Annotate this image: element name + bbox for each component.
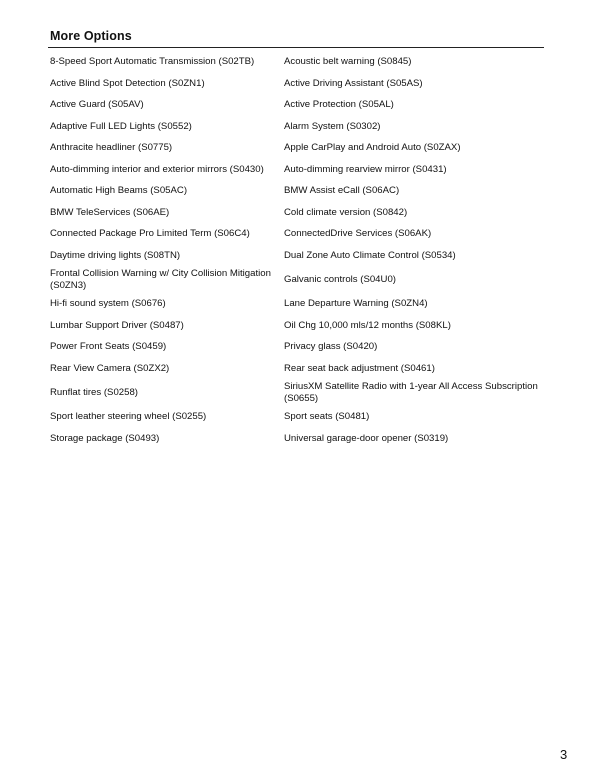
option-item: Active Blind Spot Detection (S0ZN1) — [50, 77, 205, 89]
option-row — [50, 202, 546, 224]
option-item: 8-Speed Sport Automatic Transmission (S02TB) — [50, 56, 255, 68]
option-item: BMW Assist eCall (S06AC) — [284, 185, 400, 197]
option-row — [50, 358, 546, 380]
option-item: ConnectedDrive Services (S06AK) — [284, 228, 432, 240]
option-row — [50, 180, 546, 202]
option-item: Oil Chg 10,000 mls/12 months (S08KL) — [284, 319, 451, 331]
option-item: Rear seat back adjustment (S0461) — [284, 362, 435, 374]
option-item: SiriusXM Satellite Radio with 1-year All Access Subscription (S0655) — [284, 381, 538, 404]
option-item: Universal garage-door opener (S0319) — [284, 432, 449, 444]
option-item: Alarm System (S0302) — [284, 120, 381, 132]
option-item: Active Protection (S05AL) — [284, 99, 394, 111]
option-item: Lumbar Support Driver (S0487) — [50, 319, 184, 331]
option-item: Rear View Camera (S0ZX2) — [50, 362, 170, 374]
title-divider — [48, 47, 544, 48]
option-item: Acoustic belt warning (S0845) — [284, 56, 412, 68]
option-item: Power Front Seats (S0459) — [50, 341, 167, 353]
option-row — [50, 379, 546, 406]
option-item: Sport leather steering wheel (S0255) — [50, 411, 207, 423]
option-item: Dual Zone Auto Climate Control (S0534) — [284, 249, 456, 261]
option-item: Auto-dimming rearview mirror (S0431) — [284, 163, 447, 175]
option-row — [50, 293, 546, 315]
option-item: Lane Departure Warning (S0ZN4) — [284, 298, 428, 310]
option-row — [50, 428, 546, 450]
option-item: Anthracite headliner (S0775) — [50, 142, 173, 154]
option-item: Sport seats (S0481) — [284, 411, 370, 423]
option-row — [50, 51, 546, 73]
option-item: Active Guard (S05AV) — [50, 99, 144, 111]
option-item: Galvanic controls (S04U0) — [284, 273, 396, 285]
option-row — [50, 336, 546, 358]
option-row — [50, 159, 546, 181]
option-item: Runflat tires (S0258) — [50, 386, 138, 398]
options-list — [50, 51, 546, 449]
option-item: BMW TeleServices (S06AE) — [50, 206, 170, 218]
option-row — [50, 266, 546, 293]
option-row — [50, 406, 546, 428]
option-row — [50, 223, 546, 245]
option-item: Apple CarPlay and Android Auto (S0ZAX) — [284, 142, 461, 154]
option-row — [50, 73, 546, 95]
option-item: Privacy glass (S0420) — [284, 341, 378, 353]
option-item: Cold climate version (S0842) — [284, 206, 408, 218]
page-number: 3 — [560, 747, 568, 762]
option-item: Daytime driving lights (S08TN) — [50, 249, 181, 261]
option-row — [50, 245, 546, 267]
option-item: Storage package (S0493) — [50, 432, 160, 444]
option-row — [50, 94, 546, 116]
option-item: Active Driving Assistant (S05AS) — [284, 77, 423, 89]
option-item: Auto-dimming interior and exterior mirrors (S0430) — [50, 163, 264, 175]
option-item: Hi-fi sound system (S0676) — [50, 298, 166, 310]
option-row — [50, 116, 546, 138]
option-item: Adaptive Full LED Lights (S0552) — [50, 120, 192, 132]
option-item: Connected Package Pro Limited Term (S06C4) — [50, 228, 250, 240]
section-title: More Options — [50, 29, 132, 43]
option-row — [50, 137, 546, 159]
option-item: Automatic High Beams (S05AC) — [50, 185, 188, 197]
option-row — [50, 315, 546, 337]
option-item: Frontal Collision Warning w/ City Collision Mitigation (S0ZN3) — [50, 268, 271, 291]
